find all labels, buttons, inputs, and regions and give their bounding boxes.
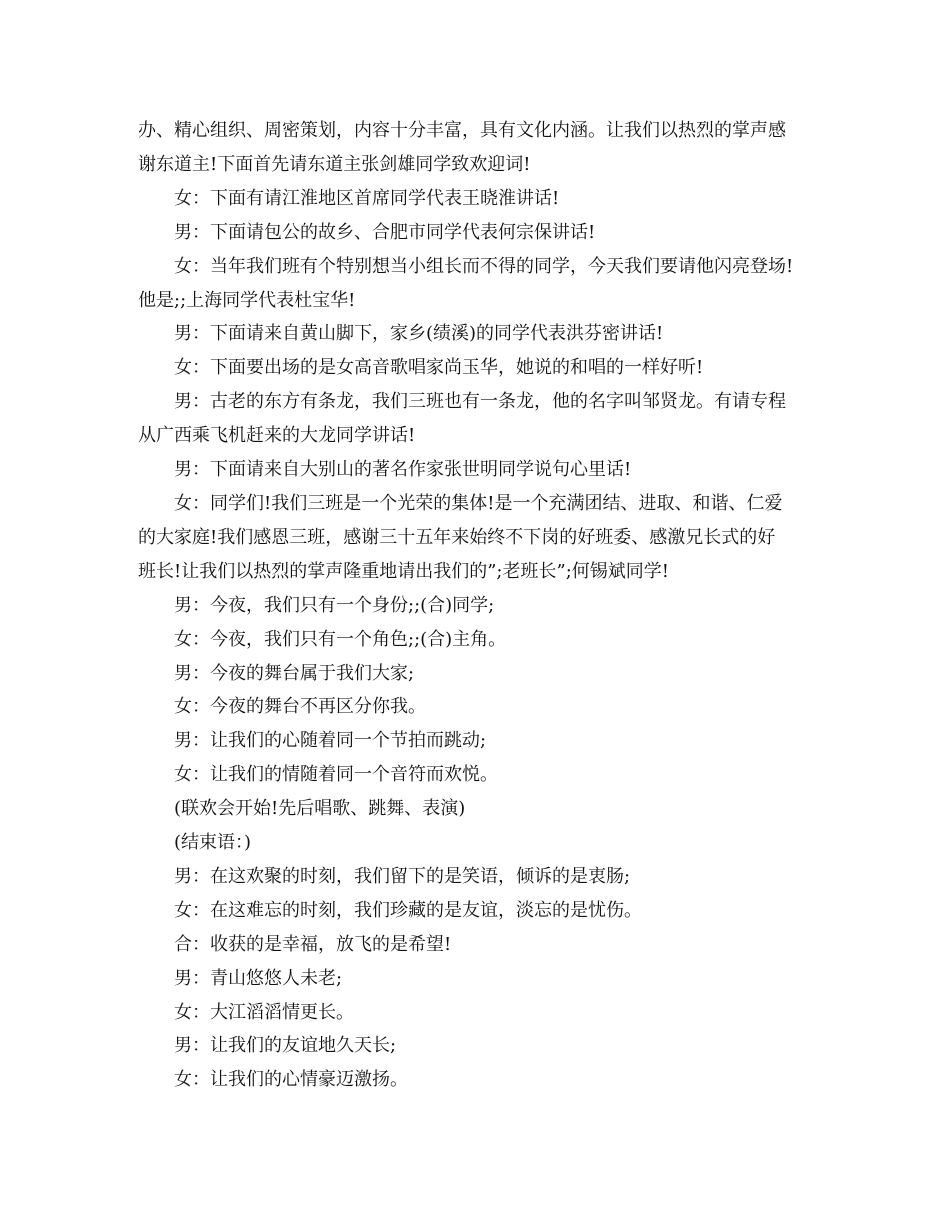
text-line: 男：今夜的舞台属于我们大家; (174, 662, 415, 684)
text-line: 男：古老的东方有条龙，我们三班也有一条龙，他的名字叫邹贤龙。有请专程 (174, 391, 786, 413)
document-body (138, 114, 818, 1097)
text-line: 女：今夜，我们只有一个角色;;(合)主角。 (174, 628, 507, 650)
text-line: 男：下面请来自黄山脚下，家乡(绩溪)的同学代表洪芬密讲话! (174, 323, 664, 345)
text-line: (结束语：) (174, 832, 252, 854)
text-line: 女：大江滔滔情更长。 (174, 1001, 354, 1023)
text-line: 女：在这难忘的时刻，我们珍藏的是友谊，淡忘的是忧伤。 (174, 899, 642, 921)
text-line: 女：今夜的舞台不再区分你我。 (174, 696, 426, 718)
text-line: 男：在这欢聚的时刻，我们留下的是笑语，倾诉的是衷肠; (174, 865, 631, 887)
text-line: 女：当年我们班有个特别想当小组长而不得的同学，今天我们要请他闪亮登场! (174, 255, 794, 277)
text-line: 女：让我们的心情豪迈激扬。 (174, 1069, 408, 1091)
text-line: 合：收获的是幸福，放飞的是希望! (174, 933, 452, 955)
text-line: 女：让我们的情随着同一个音符而欢悦。 (174, 764, 498, 786)
text-line: 男：让我们的心随着同一个节拍而跳动; (174, 730, 487, 752)
text-line: 男：青山悠悠人未老; (174, 967, 343, 989)
text-line: 男：今夜，我们只有一个身份;;(合)同学; (174, 594, 495, 616)
text-line: 男：下面请来自大别山的著名作家张世明同学说句心里话! (174, 459, 632, 481)
text-line: 他是;;上海同学代表杜宝华! (138, 289, 356, 311)
text-line: 从广西乘飞机赶来的大龙同学讲话! (138, 425, 416, 447)
text-line: 女：同学们!我们三班是一个光荣的集体!是一个充满团结、进取、和谐、仁爱 (174, 492, 783, 514)
text-line: 班长!让我们以热烈的掌声隆重地请出我们的”;老班长”;何锡斌同学! (138, 560, 669, 582)
text-line: 男：让我们的友谊地久天长; (174, 1035, 397, 1057)
text-line: (联欢会开始!先后唱歌、跳舞、表演) (174, 798, 466, 820)
text-line: 谢东道主!下面首先请东道主张剑雄同学致欢迎词! (138, 153, 531, 175)
text-line: 女：下面有请江淮地区首席同学代表王晓淮讲话! (174, 187, 560, 209)
text-line: 女：下面要出场的是女高音歌唱家尚玉华，她说的和唱的一样好听! (174, 357, 704, 379)
text-line: 办、精心组织、周密策划，内容十分丰富，具有文化内涵。让我们以热烈的掌声感 (138, 120, 786, 141)
text-line: 的大家庭!我们感恩三班，感谢三十五年来始终不下岗的好班委、感激兄长式的好 (138, 526, 776, 548)
text-line: 男：下面请包公的故乡、合肥市同学代表何宗保讲话! (174, 221, 596, 243)
